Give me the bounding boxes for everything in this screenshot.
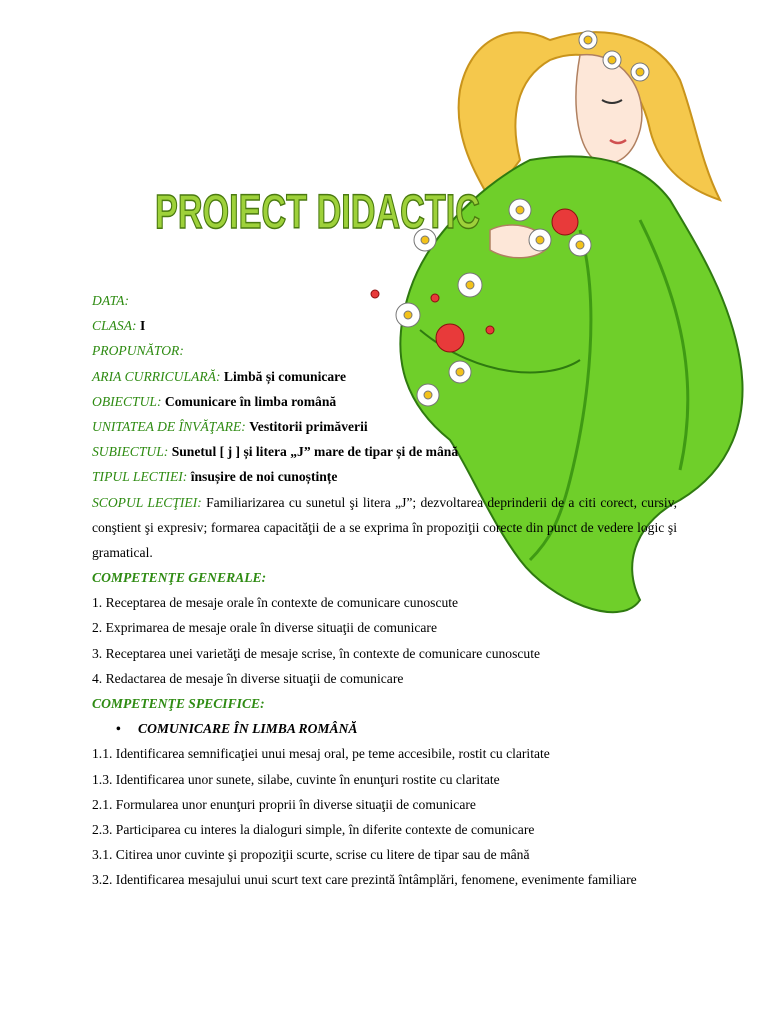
tipul-value: însușire de noi cunoștințe: [190, 469, 338, 485]
title-wordart: [150, 172, 490, 242]
list-item: 4. Redactarea de mesaje în diverse situaţii de comunicare: [92, 670, 404, 686]
list-item: 2.3. Participarea cu interes la dialoguri simple, în diferite contexte de comunicare: [92, 821, 535, 837]
subiectul-label: SUBIECTUL:: [92, 444, 169, 460]
list-item: 3. Receptarea unei varietăţi de mesaje scrise, în contexte de comunicare cunoscute: [92, 645, 541, 661]
obiectul-label: OBIECTUL:: [92, 393, 162, 409]
data-label: DATA:: [92, 293, 129, 308]
subiectul-value: Sunetul [ j ] și litera „J” mare de tipar și de mână: [171, 444, 459, 460]
field-data: [92, 288, 677, 313]
bullet-label: COMUNICARE ÎN LIMBA ROMÂNĂ: [138, 721, 358, 737]
competente-specifice-heading: COMPETENŢE SPECIFICE:: [92, 696, 265, 712]
field-tipul: [92, 464, 677, 489]
field-obiectul: [92, 389, 677, 414]
clasa-value: I: [139, 318, 146, 334]
field-unitatea: [92, 414, 677, 439]
unitatea-label: UNITATEA DE ÎNVĂŢARE:: [92, 418, 246, 434]
clasa-label: CLASA:: [92, 318, 137, 334]
field-clasa: [92, 313, 677, 338]
field-aria: [92, 364, 677, 389]
bullet-icon: •: [116, 721, 121, 737]
aria-value: Limbă și comunicare: [223, 368, 346, 384]
propunator-label: PROPUNĂTOR:: [92, 343, 184, 359]
document-body: [92, 288, 677, 893]
aria-label: ARIA CURRICULARĂ:: [92, 368, 221, 384]
list-item: 1. Receptarea de mesaje orale în contexte de comunicare cunoscute: [92, 595, 459, 611]
list-item: 3.1. Citirea unor cuvinte şi propoziţii scurte, scrise cu litere de tipar sau de mână: [92, 847, 530, 863]
page-title: PROIECT DIDACTIC: [155, 186, 480, 239]
tipul-label: TIPUL LECTIEI:: [92, 469, 188, 485]
scopul-label: SCOPUL LECŢIEI:: [92, 494, 202, 510]
scopul-value: Familiarizarea cu sunetul şi litera „J”; dezvoltarea deprinderii de a citi corect, cursiv, conştient şi expresiv; formarea capacităţii de a se exprima în propoziţii corecte din punct de vedere logic şi gramatical.: [92, 494, 677, 560]
list-item: 2. Exprimarea de mesaje orale în diverse situaţii de comunicare: [92, 620, 437, 636]
field-propunator: [92, 338, 677, 363]
obiectul-value: Comunicare în limba română: [164, 393, 337, 409]
competente-generale-heading: COMPETENŢE GENERALE:: [92, 570, 267, 586]
field-scopul: [92, 490, 677, 566]
field-subiectul: [92, 439, 677, 464]
list-item: 3.2. Identificarea mesajului unui scurt text care prezintă întâmplări, fenomene, evenimente familiare: [92, 872, 637, 888]
bullet-item: [92, 716, 677, 741]
list-item: 1.1. Identificarea semnificaţiei unui mesaj oral, pe teme accesibile, rostit cu claritate: [92, 746, 550, 762]
list-item: 2.1. Formularea unor enunţuri proprii în diverse situaţii de comunicare: [92, 796, 476, 812]
list-item: 1.3. Identificarea unor sunete, silabe, cuvinte în enunţuri rostite cu claritate: [92, 771, 500, 787]
unitatea-value: Vestitorii primăverii: [249, 418, 368, 434]
